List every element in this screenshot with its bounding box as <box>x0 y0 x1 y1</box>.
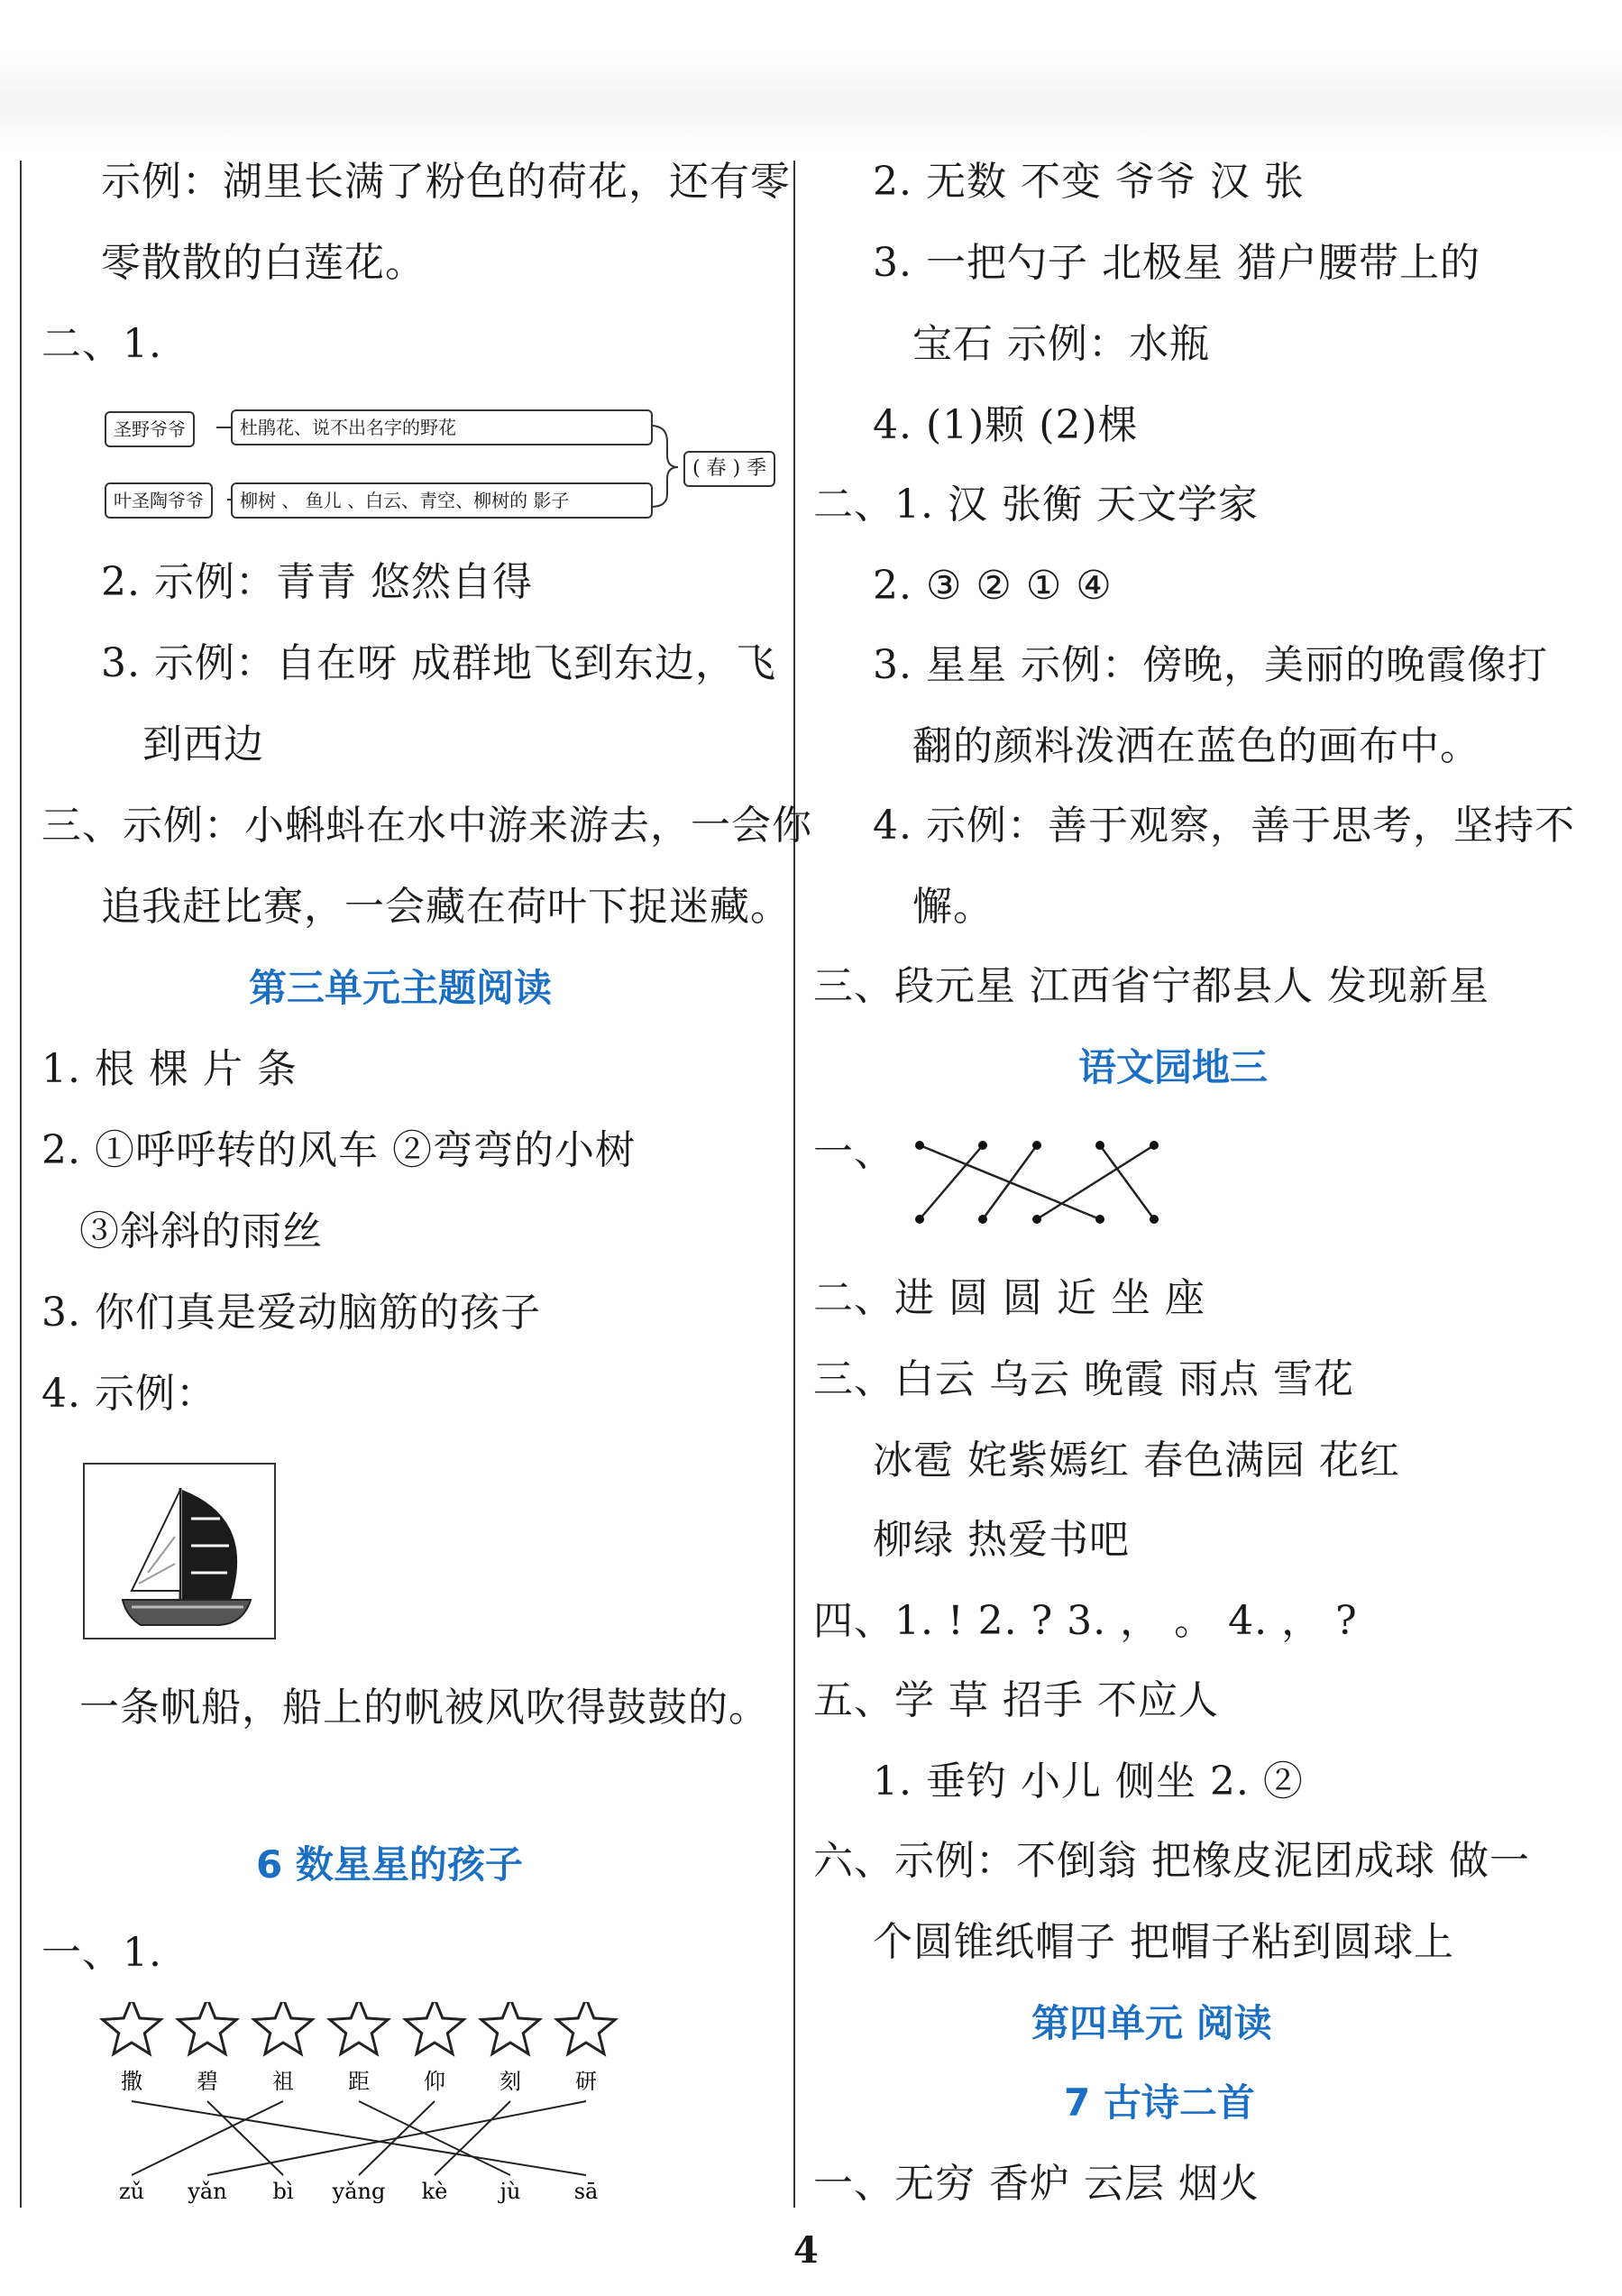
diagram-connectors <box>0 0 793 559</box>
match-line <box>207 2101 586 2175</box>
diagram-box-a: 圣野爷爷 <box>105 411 195 447</box>
lesson-heading: 7 古诗二首 <box>1064 2080 1255 2125</box>
answer-line: 3. 你们真是爱动脑筋的孩子 <box>41 1290 541 1336</box>
answer-line: 懈。 <box>912 884 994 930</box>
pinyin-label: zǔ <box>118 2179 145 2204</box>
answer-line: 1. 垂钓 小儿 侧坐 2. ② <box>873 1759 1304 1805</box>
star-icon <box>179 2002 237 2054</box>
star-icon <box>330 2002 389 2054</box>
page-number: 4 <box>793 2229 819 2272</box>
pinyin-label: jù <box>499 2179 521 2204</box>
star-character: 研 <box>575 2069 597 2094</box>
answer-line: 零散散的白莲花。 <box>101 240 426 286</box>
star-character: 祖 <box>272 2069 294 2094</box>
answer-line: ③斜斜的雨丝 <box>79 1208 323 1254</box>
answer-line: 2. ①呼呼转的风车 ②弯弯的小树 <box>41 1127 636 1173</box>
lesson-heading: 6 数星星的孩子 <box>256 1842 523 1887</box>
pinyin-label: bì <box>272 2179 294 2204</box>
answer-line: 六、示例：不倒翁 把橡皮泥团成球 做一 <box>813 1838 1530 1884</box>
match-line <box>132 2101 586 2175</box>
answer-line: 二、进 圆 圆 近 坐 座 <box>813 1275 1205 1321</box>
star-icon <box>254 2002 313 2054</box>
diagram-box-c: 叶圣陶爷爷 <box>105 482 213 519</box>
answer-line: 三、段元星 江西省宁都县人 发现新星 <box>813 963 1489 1009</box>
unit-heading: 第四单元 阅读 <box>1031 2001 1272 2045</box>
sailboat-picture <box>83 1463 276 1639</box>
answer-line: 一、1. <box>41 1930 162 1976</box>
star-character: 距 <box>348 2069 370 2094</box>
answer-line: 翻的颜料泼洒在蓝色的画布中。 <box>912 723 1480 769</box>
answer-line: 五、学 草 招手 不应人 <box>813 1677 1219 1723</box>
star-icon <box>406 2002 464 2054</box>
answer-line: 宝石 示例：水瓶 <box>912 321 1210 367</box>
star-matching-exercise <box>90 2002 649 2218</box>
answer-line: 4. 示例：善于观察，善于思考，坚持不 <box>873 803 1575 849</box>
answer-line: 四、1. ! 2. ? 3. ， 。 4. ， ? <box>813 1598 1358 1644</box>
answer-line: 柳绿 热爱书吧 <box>873 1517 1130 1563</box>
star-icon <box>103 2002 161 2054</box>
diagram-box-d: 柳树 、 鱼儿 、白云、青空、柳树的 影子 <box>231 482 653 519</box>
match-line <box>359 2101 510 2175</box>
answer-line: 3. 示例：自在呀 成群地飞到东边，飞 <box>101 640 776 686</box>
answer-line: 3. 星星 示例：傍晚，美丽的晚霞像打 <box>873 642 1548 688</box>
match-line <box>435 2101 510 2175</box>
star-icon <box>481 2002 540 2054</box>
answer-line: 个圆锥纸帽子 把帽子粘到圆球上 <box>873 1919 1454 1965</box>
section-heading: 语文园地三 <box>1078 1045 1269 1089</box>
star-icon <box>557 2002 616 2054</box>
answer-line: 追我赶比赛，一会藏在荷叶下捉迷藏。 <box>101 884 791 930</box>
answer-line: 3. 一把勺子 北极星 猎户腰带上的 <box>873 240 1480 286</box>
star-character: 刻 <box>499 2069 521 2094</box>
diagram-season-box: ( 春 ) 季 <box>683 451 775 487</box>
sailboat-icon <box>85 1465 274 1638</box>
answer-line: 1. 根 棵 片 条 <box>41 1046 298 1092</box>
section-heading: 第三单元主题阅读 <box>249 966 553 1010</box>
answer-line: 三、示例：小蝌蚪在水中游来游去，一会你 <box>41 803 812 849</box>
answer-line: 2. 无数 不变 爷爷 汉 张 <box>873 159 1305 205</box>
answer-line: 一、 <box>813 1129 894 1175</box>
answer-line: 2. 示例：青青 悠然自得 <box>101 559 533 605</box>
pinyin-label: yǎn <box>188 2179 227 2204</box>
pinyin-label: kè <box>421 2179 448 2204</box>
answer-line: 4. 示例： <box>41 1371 216 1417</box>
match-line <box>207 2101 283 2175</box>
dot-matching-diagram <box>893 1127 1235 1235</box>
pinyin-label: yǎng <box>332 2179 386 2204</box>
answer-line: 到西边 <box>142 721 264 767</box>
star-character: 碧 <box>197 2069 218 2094</box>
answer-line: 一、无穷 香炉 云层 烟火 <box>813 2161 1260 2207</box>
star-character: 撒 <box>121 2069 142 2094</box>
answer-line: 2. ③ ② ① ④ <box>873 563 1113 609</box>
answer-line: 4. (1)颗 (2)棵 <box>873 402 1139 448</box>
pinyin-label: sā <box>573 2179 599 2204</box>
diagram-box-b: 杜鹃花、说不出名字的野花 <box>231 409 653 445</box>
answer-line: 二、1. 汉 张衡 天文学家 <box>813 482 1259 528</box>
column-divider <box>793 161 795 2208</box>
answer-line: 冰雹 姹紫嫣红 春色满园 花红 <box>873 1437 1400 1483</box>
answer-line: 二、1. <box>41 321 162 367</box>
answer-line: 示例：湖里长满了粉色的荷花，还有零 <box>101 159 791 205</box>
answer-line: 一条帆船，船上的帆被风吹得鼓鼓的。 <box>79 1685 769 1731</box>
star-character: 仰 <box>424 2069 445 2094</box>
answer-line: 三、白云 乌云 晚霞 雨点 雪花 <box>813 1356 1354 1402</box>
